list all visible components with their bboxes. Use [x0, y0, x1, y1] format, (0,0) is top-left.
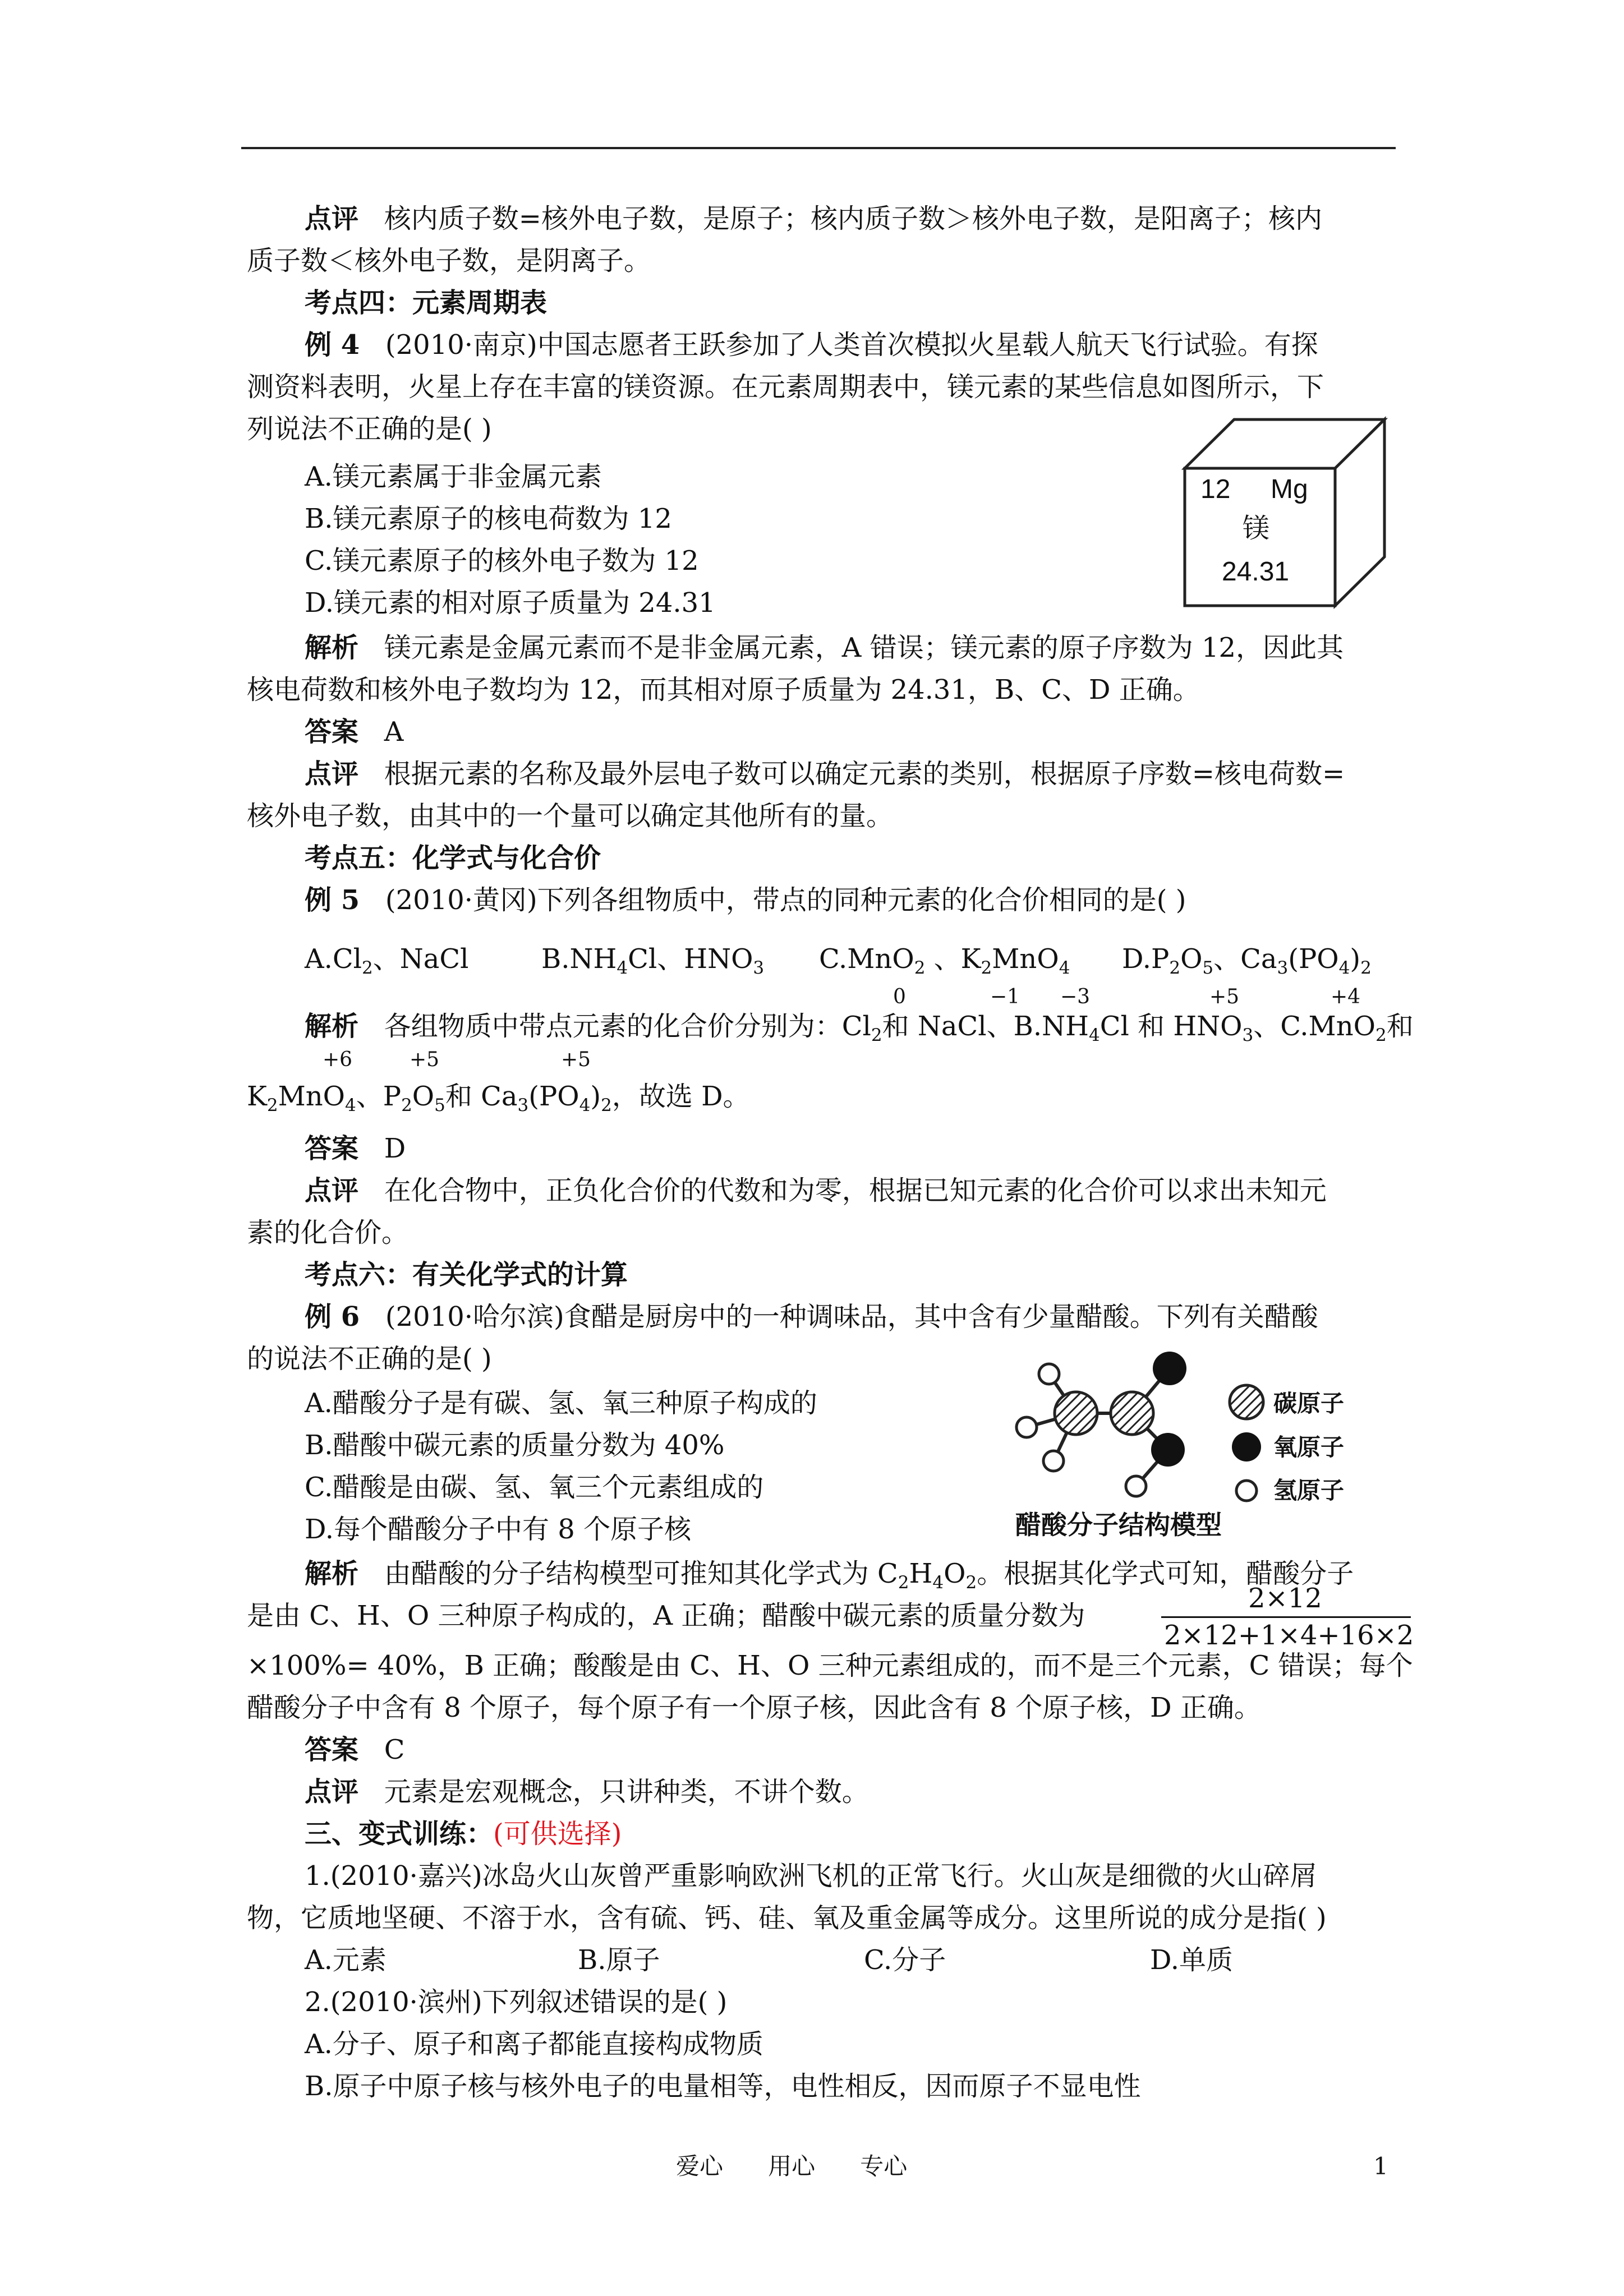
- valence-mark: +6: [323, 1048, 353, 1071]
- text-line: 解析 各组物质中带点元素的化合价分别为：$Cl_2$和 NaCl、$B.NH_4Cl$ 和 $HNO_3$、C.MnO$_2$和: [305, 1011, 1414, 1045]
- hydrogen-atom: [1126, 1476, 1146, 1496]
- hydrogen-atom: [1016, 1417, 1037, 1437]
- fraction-bar: [1161, 1616, 1411, 1618]
- text-line: 解析 由醋酸的分子结构模型可推知其化学式为 $C_2H_4O_2$。根据其化学式可知，醋酸分子: [305, 1558, 1354, 1593]
- option-line: A.镁元素属于非金属元素: [305, 461, 602, 492]
- option-line: C.醋酸是由碳、氢、氧三个元素组成的: [305, 1472, 764, 1503]
- option-line: A.分子、原子和离子都能直接构成物质: [305, 2028, 763, 2060]
- option-line: A.醋酸分子是有碳、氢、氧三种原子构成的: [305, 1387, 817, 1419]
- text-line: ×100%= 40%，B 正确；酸酸是由 C、H、O 三种元素组成的，而不是三个元素，C 错误；每个: [247, 1650, 1413, 1681]
- question-line: 1.(2010·嘉兴)冰岛火山灰曾严重影响欧洲飞机的正常飞行。火山灰是细微的火山碎屑: [305, 1860, 1317, 1892]
- legend-hydrogen-label: 氢原子: [1273, 1477, 1345, 1504]
- molecule-caption: 醋酸分子结构模型: [1015, 1510, 1222, 1540]
- option-d: $D.P_2O_5$、$Ca_3(PO_4)_2$: [1122, 943, 1372, 978]
- text-line: 是由 C、H、O 三种原子构成的，A 正确；醋酸中碳元素的质量分数为: [247, 1600, 1085, 1631]
- mg-symbol: Mg: [1271, 474, 1308, 504]
- text-line: 点评 根据元素的名称及最外层电子数可以确定元素的类别，根据原子序数=核电荷数=: [305, 758, 1345, 790]
- valence-mark: −3: [1060, 985, 1091, 1008]
- fraction-numerator: 2×12: [1248, 1583, 1322, 1614]
- text-line: 的说法不正确的是( ): [247, 1343, 492, 1375]
- mg-mass: 24.31: [1222, 557, 1290, 587]
- option-line: B.原子中原子核与核外电子的电量相等，电性相反，因而原子不显电性: [305, 2071, 1141, 2102]
- fraction-denominator: 2×12+1×4+16×2: [1164, 1620, 1414, 1651]
- magnesium-element-box: [1178, 415, 1391, 611]
- text-line: 例 4 (2010·南京)中国志愿者王跃参加了人类首次模拟火星载人航天飞行试验。有探: [305, 329, 1318, 361]
- legend-oxygen-label: 氧原子: [1273, 1433, 1345, 1461]
- valence-mark: +4: [1331, 985, 1361, 1008]
- option-line: C.镁元素原子的核外电子数为 12: [305, 545, 699, 577]
- text-line: 测资料表明，火星上存在丰富的镁资源。在元素周期表中，镁元素的某些信息如图所示，下: [247, 371, 1324, 403]
- answer-line: 答案 D: [305, 1133, 406, 1164]
- oxygen-atom: [1151, 1433, 1185, 1467]
- legend-carbon-label: 碳原子: [1273, 1390, 1345, 1417]
- answer-line: 答案 A: [305, 716, 404, 748]
- section-heading: 三、变式训练：(可供选择): [305, 1818, 622, 1850]
- section-heading: 考点四：元素周期表: [305, 287, 548, 319]
- hydrogen-atom: [1039, 1364, 1059, 1384]
- valence-mark: 0: [893, 985, 906, 1008]
- option-c: C.MnO$_2$ 、$K_2MnO_4$: [819, 943, 1070, 978]
- answer-line: 答案 C: [305, 1734, 405, 1765]
- text-line: 解析 镁元素是金属元素而不是非金属元素，A 错误；镁元素的原子序数为 12，因此其: [305, 632, 1344, 663]
- page-number: 1: [1373, 2152, 1388, 2180]
- text-line: 素的化合价。: [247, 1217, 409, 1248]
- text-line: 点评 元素是宏观概念，只讲种类，不讲个数。: [305, 1776, 869, 1808]
- text-line: 列说法不正确的是( ): [247, 413, 492, 445]
- text-line: 例 5 (2010·黄冈)下列各组物质中，带点的同种元素的化合价相同的是( ): [305, 884, 1186, 916]
- text-line: 物，它质地坚硬、不溶于水，含有硫、钙、硅、氧及重金属等成分。这里所说的成分是指( ): [247, 1902, 1327, 1934]
- text-line: 例 6 (2010·哈尔滨)食醋是厨房中的一种调味品，其中含有少量醋酸。下列有关醋酸: [305, 1301, 1318, 1333]
- choice-c: C.分子: [864, 1944, 946, 1976]
- mg-name: 镁: [1243, 513, 1270, 544]
- legend-carbon-swatch: [1230, 1385, 1263, 1419]
- legend-hydrogen-swatch: [1236, 1481, 1257, 1501]
- section-heading: 考点五：化学式与化合价: [305, 842, 601, 874]
- header-rule: [241, 147, 1396, 149]
- choice-a: A.元素: [305, 1944, 387, 1976]
- text-line: $K_2MnO_4$、$P_2O_5$和 $Ca_3(PO_4)_2$，故选 D。: [247, 1081, 750, 1115]
- option-line: D.镁元素的相对原子质量为 24.31: [305, 587, 716, 619]
- option-line: D.每个醋酸分子中有 8 个原子核: [305, 1514, 692, 1545]
- option-b: $B.NH_4Cl$、$HNO_3$: [541, 943, 765, 978]
- option-line: B.醋酸中碳元素的质量分数为 40%: [305, 1430, 725, 1461]
- oxygen-atom: [1153, 1352, 1186, 1385]
- footer-mottos: 爱心 用心 专心: [676, 2152, 908, 2180]
- legend-oxygen-swatch: [1232, 1432, 1261, 1461]
- valence-mark: +5: [1209, 985, 1240, 1008]
- choice-d: D.单质: [1150, 1944, 1234, 1976]
- option-line: B.镁元素原子的核电荷数为 12: [305, 503, 672, 534]
- text-line: 质子数＜核外电子数，是阴离子。: [247, 245, 651, 276]
- text-line: 点评 在化合物中，正负化合价的代数和为零，根据已知元素的化合价可以求出未知元: [305, 1175, 1327, 1206]
- section-heading: 考点六：有关化学式的计算: [305, 1259, 628, 1290]
- valence-mark: +5: [410, 1048, 440, 1071]
- text-line: 核电荷数和核外电子数均为 12，而其相对原子质量为 24.31，B、C、D 正确。: [247, 674, 1200, 706]
- valence-mark: −1: [990, 985, 1020, 1008]
- choice-b: B.原子: [578, 1944, 660, 1976]
- hydrogen-atom: [1043, 1451, 1064, 1471]
- mg-atomic-number: 12: [1200, 474, 1231, 504]
- text-line: 点评 核内质子数=核外电子数，是原子；核内质子数＞核外电子数，是阳离子；核内: [305, 203, 1323, 234]
- question-line: 2.(2010·滨州)下列叙述错误的是( ): [305, 1986, 728, 2018]
- carbon-atom: [1111, 1392, 1153, 1435]
- text-line: 醋酸分子中含有 8 个原子，每个原子有一个原子核，因此含有 8 个原子核，D 正确。: [247, 1692, 1261, 1723]
- acetic-acid-molecule-model: [999, 1340, 1391, 1559]
- option-a: $A.Cl_2$、NaCl: [305, 943, 469, 978]
- carbon-atom: [1055, 1392, 1097, 1435]
- text-line: 核外电子数，由其中的一个量可以确定其他所有的量。: [247, 800, 894, 832]
- valence-mark: +5: [561, 1048, 591, 1071]
